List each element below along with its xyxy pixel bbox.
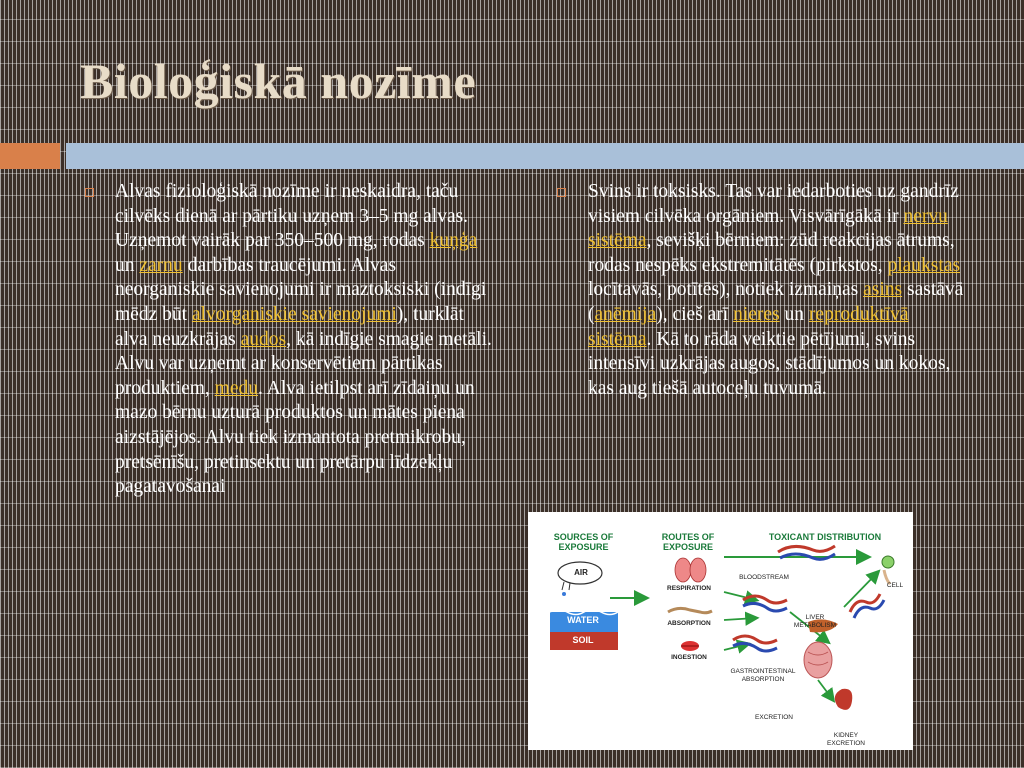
text-segment: sastāvā ( bbox=[588, 279, 964, 325]
right-text-column bbox=[588, 180, 973, 401]
hands-icon bbox=[668, 608, 712, 612]
label-gi: GASTROINTESTINAL ABSORPTION bbox=[730, 668, 796, 683]
lips-icon bbox=[681, 641, 699, 651]
link-anemija[interactable]: anēmija bbox=[594, 303, 657, 325]
label-ingestion: INGESTION bbox=[671, 654, 707, 661]
square-bullet-icon bbox=[557, 188, 566, 197]
heading-routes: ROUTES OF EXPOSURE bbox=[661, 532, 715, 552]
text-segment: darbības traucējumi. Alvas neorganiskie savienojumi ir maztoksiski (indīgi mēdz būt bbox=[115, 254, 487, 325]
text-segment: . Alva ietilpst arī zīdaiņu un mazo bērnu uzturā produktos un mātes piena aizstājējos. Alvu tiek izmantota pretmikrobu, pretsēnīšu, pretinsektu un pretārpu līdzekļu pagatavošanai bbox=[115, 377, 475, 498]
text-segment: locītavās, potītēs), notiek izmaiņas bbox=[588, 279, 864, 301]
right-paragraph bbox=[588, 180, 973, 401]
heading-distribution: TOXICANT DISTRIBUTION bbox=[768, 532, 882, 542]
title-band-blue bbox=[66, 143, 1024, 169]
link-kunga[interactable]: kuņģa bbox=[429, 230, 478, 252]
label-bloodstream: BLOODSTREAM bbox=[739, 574, 789, 581]
text-segment: ), turklāt alva neuzkrājas bbox=[115, 303, 464, 350]
text-segment: Alvas fizioloģiskā nozīme ir neskaidra, taču cilvēks dienā ar pārtiku uzņem 3–5 mg alvas. Uzņemot vairāk par 350–500 mg, rodas bbox=[115, 181, 469, 252]
text-segment: un bbox=[115, 254, 140, 276]
toxicant-exposure-figure bbox=[528, 512, 913, 750]
link-reproduktiva-sistema[interactable]: reproduktīvā sistēma bbox=[588, 303, 909, 350]
arrow-excretion bbox=[818, 680, 833, 700]
label-cell: CELL bbox=[886, 582, 904, 589]
heading-sources: SOURCES OF EXPOSURE bbox=[553, 532, 614, 552]
lungs-icon bbox=[675, 558, 706, 582]
link-plaukstas[interactable]: plaukstas bbox=[887, 254, 961, 276]
link-medu[interactable]: medu bbox=[214, 377, 258, 399]
title-band-orange bbox=[0, 143, 60, 169]
link-audos[interactable]: audos bbox=[240, 328, 287, 350]
text-segment: Svins ir toksisks. Tas var iedarboties uz gandrīz visiem cilvēka orgāniem. Visvārīgākā ir bbox=[588, 181, 959, 227]
label-absorption: ABSORPTION bbox=[667, 620, 711, 627]
link-alvorganiskie-savienojumi[interactable]: alvorganiskie savienojumi bbox=[191, 303, 397, 325]
link-asins[interactable]: asins bbox=[863, 279, 903, 301]
text-segment: ), cieš arī bbox=[656, 303, 734, 325]
text-segment: un bbox=[779, 303, 809, 325]
blood-vessel-icon bbox=[733, 546, 884, 651]
kidney-icon bbox=[835, 689, 852, 710]
label-air: AIR bbox=[574, 568, 588, 577]
label-kidney: KIDNEY EXCRETION bbox=[827, 732, 865, 747]
link-zarnu[interactable]: zarnu bbox=[139, 254, 183, 276]
text-segment: , kā indīgie smagie metāli. Alvu var uzņemt ar konservētiem pārtikas produktiem, bbox=[115, 328, 492, 399]
label-excretion: EXCRETION bbox=[755, 714, 793, 721]
label-water: WATER bbox=[567, 615, 599, 625]
cell-icon bbox=[882, 556, 894, 584]
link-nieres[interactable]: nieres bbox=[733, 303, 780, 325]
text-segment: , sevišķi bērniem: zūd reakcijas ātrums, rodas nespēks ekstremitātēs (pirkstos, bbox=[588, 230, 955, 276]
label-liver: LIVER METABOLISM bbox=[793, 614, 837, 629]
text-segment: . Kā to rāda veiktie pētījumi, svins intensīvi uzkrājas augos, stādījumos un kokos, kas aug tiešā autoceļu tuvumā. bbox=[588, 328, 951, 399]
slide-title: Bioloģiskā nozīme bbox=[80, 53, 477, 109]
link-nervu-sistema[interactable]: nervu sistēma bbox=[588, 205, 948, 252]
arrow-absorption bbox=[724, 618, 756, 620]
left-text-column bbox=[115, 180, 495, 500]
label-soil: SOIL bbox=[572, 635, 594, 645]
left-paragraph bbox=[115, 180, 495, 500]
label-respiration: RESPIRATION bbox=[667, 585, 711, 592]
square-bullet-icon bbox=[85, 188, 94, 197]
